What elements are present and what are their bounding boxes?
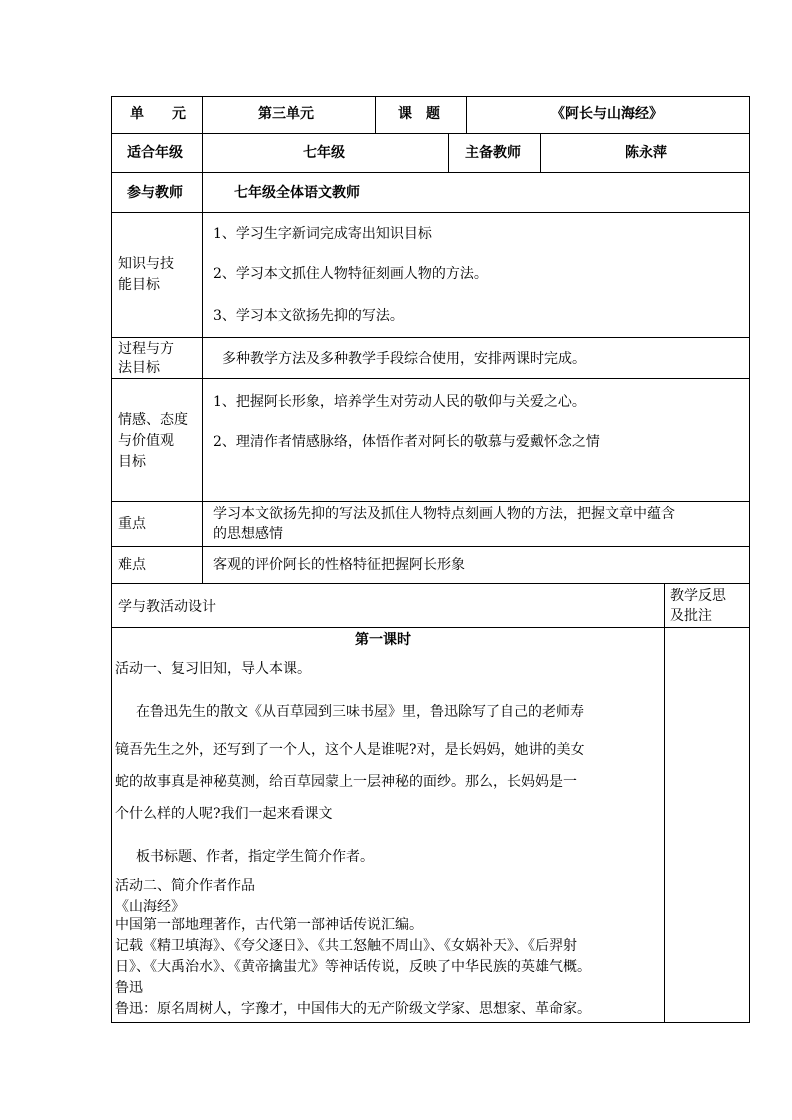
row-divider [111,172,750,173]
grade-value: 七年级 [303,145,345,161]
emotion-label: 情感、态度 [118,412,188,428]
lesson-title: 第一课时 [355,632,411,648]
paragraph-line: 镜吾先生之外，还写到了一个人，这个人是谁呢?对，是长妈妈，她讲的美女 [115,742,585,758]
row-divider [111,378,750,379]
col-divider-topic-value [466,96,467,134]
row-divider [111,501,750,502]
focus-label: 重点 [118,516,146,532]
knowledge-label: 知识与技 [118,256,174,272]
activity-title: 活动一、复习旧知，导人本课。 [115,661,311,677]
lead-teacher-label: 主备教师 [465,145,521,161]
knowledge-label: 能目标 [118,277,160,293]
process-text: 多种教学方法及多种教学手段综合使用，安排两课时完成。 [222,351,586,367]
knowledge-item: 2、学习本文抓住人物特征刻画人物的方法。 [213,266,488,282]
row-divider [111,546,750,547]
row-divider [111,583,750,584]
board-note: 板书标题、作者，指定学生简介作者。 [136,849,374,865]
topic-label: 课 题 [398,106,440,122]
focus-text: 的思想感情 [213,526,283,542]
lead-teacher-value: 陈永萍 [625,145,667,161]
book-description: 记载《精卫填海》、《夸父逐日》、《共工怒触不周山》、《女娲补天》、《后羿射 [115,938,577,954]
row-divider [111,337,750,338]
knowledge-item: 3、学习本文欲扬先抑的写法。 [213,308,404,324]
label-column-divider [202,96,203,584]
col-divider-teacher-value [540,133,541,173]
emotion-item: 2、理清作者情感脉络，体悟作者对阿长的敬慕与爱戴怀念之情 [213,434,600,450]
book-description: 日》、《大禹治水》、《黄帝擒蚩尤》等神话传说，反映了中华民族的英雄气概。 [115,959,591,975]
row-divider [111,212,750,213]
emotion-item: 1、把握阿长形象，培养学生对劳动人民的敬仰与关爱之心。 [213,394,586,410]
reflection-label: 及批注 [670,608,712,624]
row-divider [111,133,750,134]
difficulty-text: 客观的评价阿长的性格特征把握阿长形象 [213,557,465,573]
difficulty-label: 难点 [118,557,146,573]
unit-label: 单 元 [130,106,186,122]
author-heading: 鲁迅 [115,980,143,996]
grade-label: 适合年级 [127,145,183,161]
emotion-label: 目标 [118,454,146,470]
table-border-left [111,96,112,1023]
design-section-label: 学与教活动设计 [118,599,216,615]
knowledge-item: 1、学习生字新词完成寄出知识目标 [213,226,432,242]
table-border-right [749,96,750,1023]
participants-value: 七年级全体语文教师 [234,185,360,201]
table-border-bottom [111,1022,750,1023]
book-description: 中国第一部地理著作，古代第一部神话传说汇编。 [115,917,423,933]
col-divider-teacher-label [448,133,449,173]
paragraph-line: 个什么样的人呢?我们一起来看课文 [115,806,333,822]
paragraph-line: 蛇的故事真是神秘莫测，给百草园蒙上一层神秘的面纱。那么，长妈妈是一 [115,774,577,790]
row-divider [111,627,750,628]
table-border-top [111,96,750,97]
emotion-label: 与价值观 [118,433,174,449]
process-label: 法目标 [118,360,160,376]
reflection-label: 教学反思 [670,588,726,604]
paragraph-line: 在鲁迅先生的散文《从百草园到三味书屋》里，鲁迅除写了自己的老师寿 [136,704,584,720]
topic-value: 《阿长与山海经》 [551,106,663,122]
focus-text: 学习本文欲扬先抑的写法及抓住人物特点刻画人物的方法，把握文章中蕴含 [213,506,675,522]
author-description: 鲁迅：原名周树人，字豫才，中国伟大的无产阶级文学家、思想家、革命家。 [115,1001,591,1017]
activity-title: 活动二、简介作者作品 [115,878,255,894]
unit-value: 第三单元 [258,106,314,122]
col-divider-topic-label [375,96,376,134]
reflection-column-divider [664,583,665,1023]
process-label: 过程与方 [118,341,174,357]
book-title: 《山海经》 [115,899,185,915]
participants-label: 参与教师 [127,185,183,201]
